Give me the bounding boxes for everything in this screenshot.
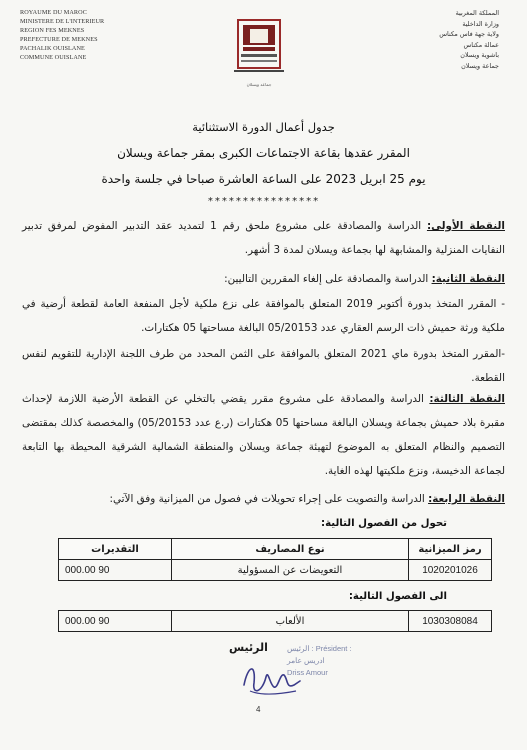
stamp-fr-name: Driss Amour — [287, 668, 328, 677]
point-text: الدراسة والمصادقة على مشروع ملحق رقم 1 لتمديد عقد التدبير المفوض لمرفق تدبير النفايات المنزلية والمشابهة لها بجماعة ويسلان لمدة 3 أشهر. — [22, 220, 505, 256]
header-line: باشوية ويسلان — [460, 51, 499, 59]
header-line: MINISTERE DE L'INTERIEUR — [20, 17, 105, 25]
transfer-to-heading: الى الفصول التالية: — [348, 591, 447, 602]
budget-code-cell: 1020201026 — [409, 560, 492, 581]
header-line: ROYAUME DU MAROC — [20, 9, 87, 16]
stamp-fr-label: Président : — [315, 644, 352, 653]
header-line: عمالة مكناس — [463, 40, 499, 49]
table-row — [59, 560, 492, 581]
point-text: الدراسة والمصادقة على إلغاء المقررين التاليين: — [224, 273, 432, 285]
agenda-point-2-item-1: - المقرر المتخذ بدورة أكتوبر 2019 المتعلق بالموافقة على نزع ملكية لأجل المنفعة العامة لقطعة أرضية في ملكية ورثة حميش ذات الرسم العقاري عدد 05/20153 البالغة مساحتها 05 هكتارات. — [22, 298, 505, 334]
expense-nature-cell: الألعاب — [172, 611, 409, 632]
stamp-ar-label: الرئيس : — [287, 644, 314, 653]
session-date: يوم 25 ابريل 2023 على الساعة العاشرة صباحا في جلسة واحدة — [101, 172, 426, 186]
emblem-caption: جماعة ويسلان — [246, 82, 272, 87]
document-subtitle: المقرر عقدها بقاعة الاجتماعات الكبرى بمقر جماعة ويسلان — [117, 146, 410, 160]
header-line: PACHALIK OUISLANE — [20, 44, 85, 52]
header-line: ولاية جهة فاس مكناس — [439, 30, 499, 38]
commune-emblem-icon — [228, 16, 290, 76]
point-label: النقطة الثالثة: — [429, 393, 505, 405]
agenda-point-1 — [22, 214, 505, 262]
agenda-point-2 — [22, 267, 505, 291]
table-row — [59, 611, 492, 632]
separator-stars: **************** — [207, 196, 320, 207]
header-arabic-lines — [439, 8, 499, 71]
transfer-from-heading: تحول من الفصول التالية: — [321, 518, 447, 529]
agenda-point-2-item-2: -المقرر المتخذ بدورة ماي 2021 المتعلق بالموافقة على الثمن المحدد من طرف اللجنة الإدارية للتقويم لنفس القطعة. — [22, 348, 505, 384]
signature-icon — [236, 655, 306, 700]
column-header-nature: نوع المصاريف — [172, 539, 409, 560]
point-text: الدراسة والتصويت على إجراء تحويلات في فصول من الميزانية وفق الآتي: — [109, 493, 429, 505]
header-line: PREFECTURE DE MEKNES — [20, 35, 98, 43]
point-label: النقطة الرابعة: — [428, 493, 505, 505]
header-line: جماعة ويسلان — [461, 61, 499, 70]
point-label: النقطة الأولى: — [426, 220, 505, 232]
header-french-lines — [20, 9, 104, 62]
table-header-row — [59, 539, 492, 560]
amount-cell: 90 000.00 — [59, 560, 172, 581]
budget-code-cell: 1030308084 — [409, 611, 492, 632]
point-text: الدراسة والمصادقة على مشروع مقرر يقضي بالتخلي عن القطعة الأرضية اللازمة لإحداث مقبرة بلاد حميش بجماعة ويسلان البالغة مساحتها 05 هكتارات (ر.ع عدد 05/20153) والمخصصة كذلك بمقتضى التصميم والنظام المتعلق به الموضوع لتهيئة جماعة ويسلان والمنطقة الشمالية الشرقية المحيطة بها التابعة لجماعة الدخيسة، ونزع ملكيتها لهذه الغاية. — [22, 393, 505, 477]
column-header-code: رمز الميزانية — [409, 539, 492, 560]
expense-nature-cell: التعويضات عن المسؤولية — [172, 560, 409, 581]
stamp-ar-name: ادريس عامر — [287, 656, 325, 665]
page-number: 4 — [256, 705, 261, 714]
header-line: المملكة المغربية — [455, 9, 499, 17]
header-line: وزارة الداخلية — [462, 19, 499, 28]
document-title: جدول أعمال الدورة الاستثنائية — [192, 120, 335, 134]
column-header-amount: التقديرات — [59, 539, 172, 560]
agenda-point-3 — [22, 387, 505, 483]
transfer-to-table — [58, 610, 492, 632]
transfer-from-table — [58, 538, 492, 581]
header-line: REGION FES MEKNES — [20, 26, 85, 34]
president-label: الرئيس — [229, 641, 268, 654]
agenda-point-4 — [22, 487, 505, 511]
header-line: COMMUNE OUISLANE — [20, 53, 87, 61]
point-label: النقطة الثانية: — [431, 273, 505, 285]
amount-cell: 90 000.00 — [59, 611, 172, 632]
